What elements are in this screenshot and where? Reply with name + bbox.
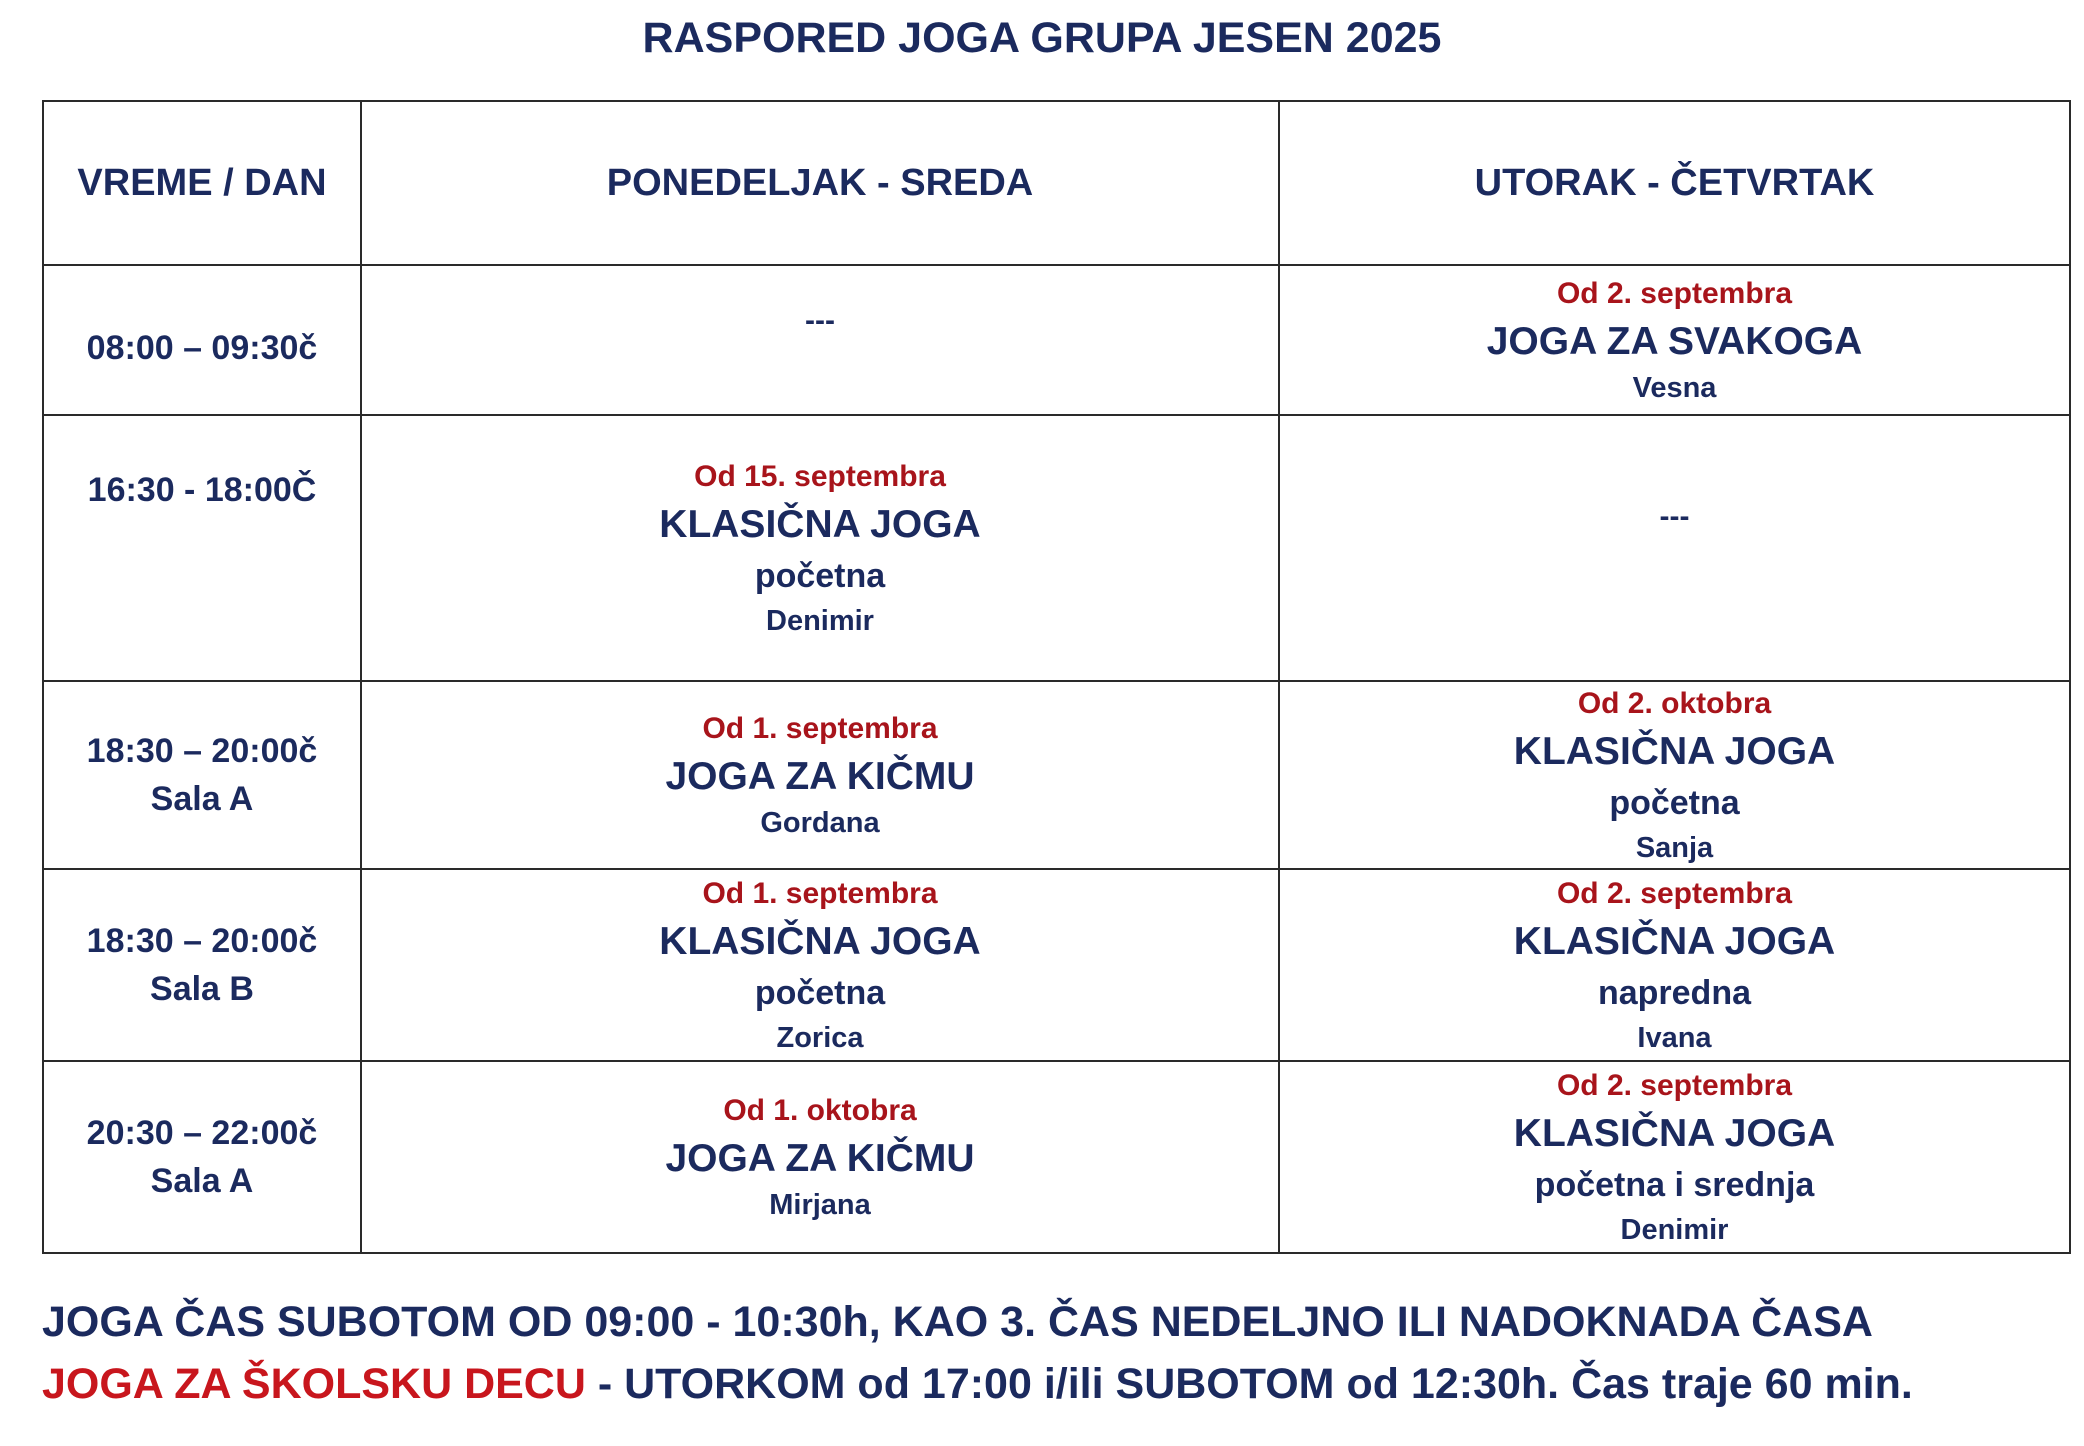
header-time-day: VREME / DAN — [43, 101, 361, 265]
table-row — [43, 415, 2070, 681]
teacher-name: Gordana — [760, 807, 880, 839]
class-name: JOGA ZA SVAKOGA — [1486, 320, 1863, 363]
room-name: Sala B — [150, 970, 254, 1008]
time-cell — [43, 1061, 361, 1253]
class-cell — [361, 265, 1279, 415]
time-cell — [43, 265, 361, 415]
start-date: Od 2. oktobra — [1577, 687, 1772, 720]
class-level: napredna — [1597, 974, 1752, 1012]
kids-class-label: JOGA ZA ŠKOLSKU DECU — [42, 1360, 586, 1408]
page-title: RASPORED JOGA GRUPA JESEN 2025 — [642, 14, 1442, 62]
class-level: početna i srednja — [1534, 1166, 1815, 1204]
class-cell — [361, 869, 1279, 1061]
table-row — [43, 681, 2070, 869]
class-name: KLASIČNA JOGA — [1513, 730, 1836, 773]
teacher-name: Vesna — [1632, 372, 1717, 404]
class-cell — [1279, 415, 2070, 681]
class-name: KLASIČNA JOGA — [1513, 920, 1836, 963]
class-name: JOGA ZA KIČMU — [665, 755, 975, 798]
teacher-name: Mirjana — [769, 1189, 871, 1221]
teacher-name: Sanja — [1635, 832, 1714, 864]
start-date: Od 15. septembra — [694, 460, 946, 493]
class-cell — [361, 415, 1279, 681]
time-range: 20:30 – 22:00č — [86, 1114, 318, 1152]
class-level: početna — [1609, 784, 1740, 822]
start-date: Od 2. septembra — [1556, 1069, 1793, 1102]
time-cell — [43, 869, 361, 1061]
time-cell — [43, 415, 361, 681]
class-name: KLASIČNA JOGA — [659, 503, 981, 546]
class-name: JOGA ZA KIČMU — [665, 1137, 975, 1180]
class-cell — [1279, 265, 2070, 415]
empty-slot: --- — [805, 304, 835, 337]
table-row — [43, 265, 2070, 415]
start-date: Od 2. septembra — [1556, 877, 1793, 910]
table-row — [43, 1061, 2070, 1253]
time-range: 16:30 - 18:00Č — [87, 471, 317, 509]
class-cell — [1279, 1061, 2070, 1253]
teacher-name: Ivana — [1637, 1022, 1712, 1054]
header-row — [43, 101, 2070, 265]
start-date: Od 1. oktobra — [723, 1094, 917, 1127]
teacher-name: Zorica — [776, 1022, 864, 1054]
time-range: 08:00 – 09:30č — [86, 329, 318, 367]
kids-class-details: - UTORKOM od 17:00 i/ili SUBOTOM od 12:30h. Čas traje 60 min. — [585, 1360, 1913, 1408]
class-name: KLASIČNA JOGA — [1513, 1112, 1836, 1155]
start-date: Od 2. septembra — [1556, 277, 1793, 310]
room-name: Sala A — [150, 780, 254, 818]
class-level: početna — [754, 974, 886, 1012]
empty-slot: --- — [1659, 500, 1690, 533]
teacher-name: Denimir — [766, 605, 874, 637]
footer-kids-note — [42, 1360, 1913, 1409]
schedule-table — [42, 100, 2071, 1254]
class-cell — [361, 1061, 1279, 1253]
room-name: Sala A — [150, 1162, 254, 1200]
class-level: početna — [754, 557, 886, 595]
class-name: KLASIČNA JOGA — [659, 920, 981, 963]
start-date: Od 1. septembra — [702, 712, 938, 745]
header-mon-wed: PONEDELJAK - SREDA — [361, 101, 1279, 265]
start-date: Od 1. septembra — [702, 877, 938, 910]
header-tue-thu: UTORAK - ČETVRTAK — [1279, 101, 2070, 265]
class-cell — [1279, 681, 2070, 869]
teacher-name: Denimir — [1620, 1214, 1729, 1246]
table-row — [43, 869, 2070, 1061]
time-range: 18:30 – 20:00č — [86, 732, 318, 770]
time-range: 18:30 – 20:00č — [86, 922, 318, 960]
class-cell — [1279, 869, 2070, 1061]
class-cell — [361, 681, 1279, 869]
time-cell — [43, 681, 361, 869]
footer-saturday-note: JOGA ČAS SUBOTOM OD 09:00 - 10:30h, KAO 3. ČAS NEDELJNO ILI NADOKNADA ČASA — [42, 1298, 1873, 1346]
